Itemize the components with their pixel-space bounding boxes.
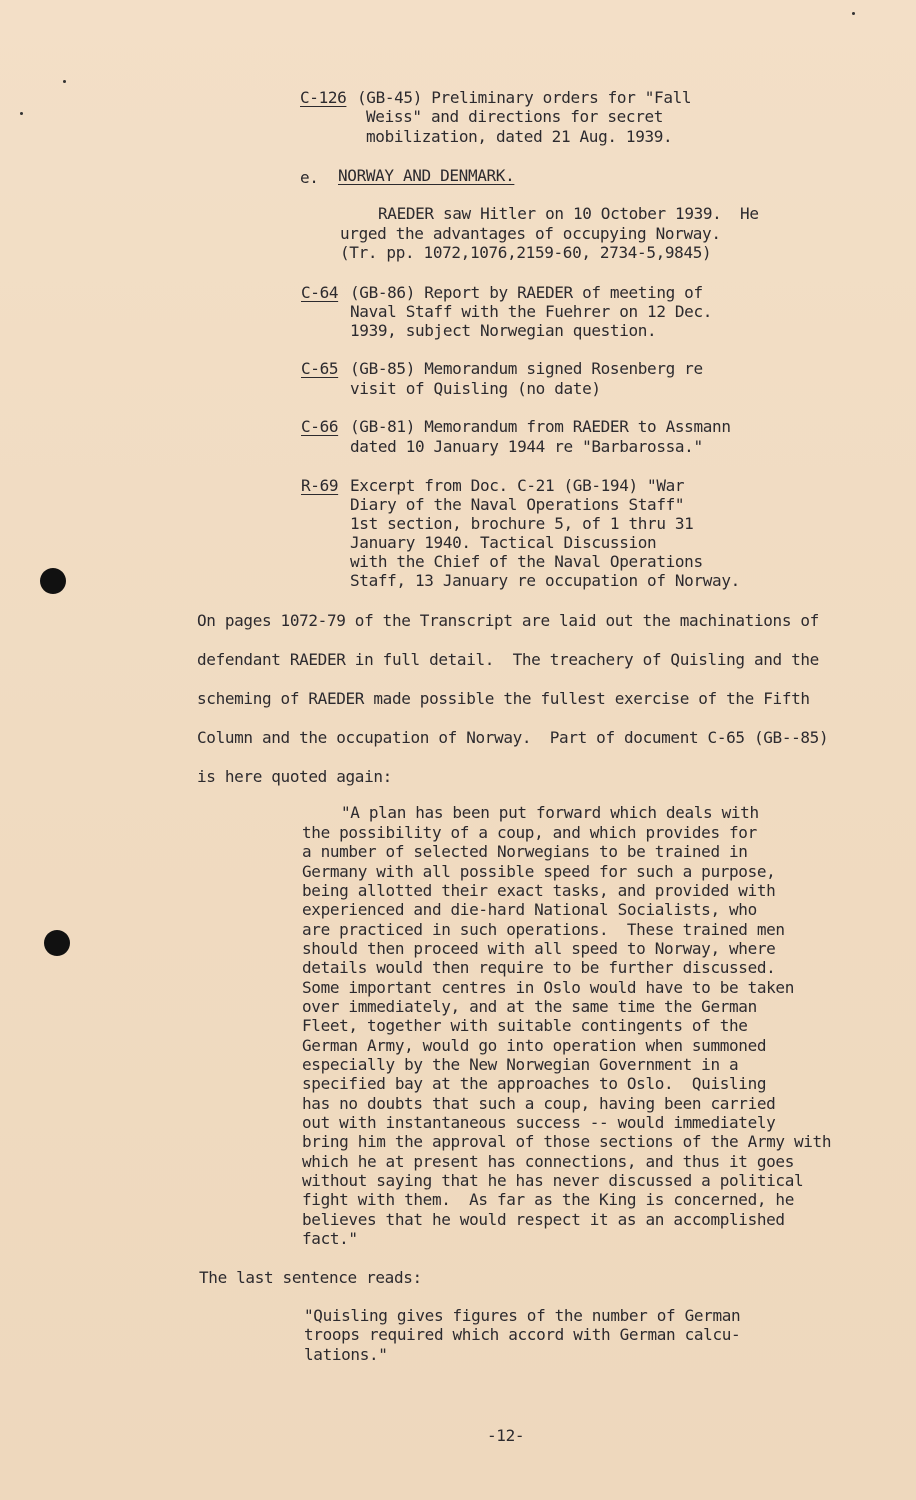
punch-hole-top — [40, 568, 66, 594]
quote-line: bring him the approval of those sections of the Army with — [302, 1132, 832, 1151]
quote-line: Fleet, together with suitable contingents of the — [302, 1016, 748, 1035]
note-line: RAEDER saw Hitler on 10 October 1939. He — [378, 204, 759, 223]
section-letter: e. — [300, 168, 319, 187]
quote-line: out with instantaneous success -- would immediately — [302, 1113, 776, 1132]
exhibit-code: R-69 — [301, 476, 339, 495]
punch-hole-bottom — [44, 930, 70, 956]
exhibit-code: C-66 — [301, 417, 339, 436]
quote-line: specified bay at the approaches to Oslo. Quisling — [302, 1074, 767, 1093]
paper-speck — [20, 112, 23, 115]
exhibit-code: C-126 — [300, 88, 347, 107]
paper-speck — [63, 80, 66, 83]
exhibit-line: Excerpt from Doc. C-21 (GB-194) "War — [350, 476, 685, 495]
exhibit-line: dated 10 January 1944 re "Barbarossa." — [350, 437, 703, 456]
paper-speck — [852, 12, 855, 15]
quote-line: troops required which accord with German calcu- — [304, 1325, 741, 1344]
note-line: (Tr. pp. 1072,1076,2159-60, 2734-5,9845) — [340, 243, 712, 262]
quote-line: believes that he would respect it as an accomplished — [302, 1210, 785, 1229]
quote-line: details would then require to be further discussed. — [302, 958, 776, 977]
exhibit-line: (GB-86) Report by RAEDER of meeting of — [350, 283, 703, 302]
exhibit-line: (GB-85) Memorandum signed Rosenberg re — [350, 359, 703, 378]
page-number: -12- — [487, 1426, 525, 1445]
exhibit-line: Staff, 13 January re occupation of Norway. — [350, 571, 740, 590]
exhibit-line: 1st section, brochure 5, of 1 thru 31 — [350, 514, 694, 533]
exhibit-line: Diary of the Naval Operations Staff" — [350, 495, 685, 514]
quote-line: "Quisling gives figures of the number of German — [304, 1306, 741, 1325]
exhibit-code: C-64 — [301, 283, 339, 302]
section-title: NORWAY AND DENMARK. — [338, 166, 515, 185]
last-sentence-intro: The last sentence reads: — [199, 1268, 422, 1287]
quote-line: fight with them. As far as the King is concerned, he — [302, 1190, 794, 1209]
quote-line: the possibility of a coup, and which provides for — [302, 823, 757, 842]
exhibit-line: (GB-81) Memorandum from RAEDER to Assmann — [350, 417, 731, 436]
quote-line: "A plan has been put forward which deals with — [341, 803, 759, 822]
quote-line: Germany with all possible speed for such a purpose, — [302, 862, 776, 881]
quote-line: Some important centres in Oslo would have to be taken — [302, 978, 794, 997]
quote-line: over immediately, and at the same time the German — [302, 997, 757, 1016]
quote-line: has no doubts that such a coup, having been carried — [302, 1094, 776, 1113]
quote-line: especially by the New Norwegian Government in a — [302, 1055, 739, 1074]
quote-line: lations." — [304, 1345, 388, 1364]
body-line: On pages 1072-79 of the Transcript are laid out the machinations of — [197, 611, 819, 630]
quote-line: being allotted their exact tasks, and provided with — [302, 881, 776, 900]
exhibit-line: Naval Staff with the Fuehrer on 12 Dec. — [350, 302, 713, 321]
body-line: Column and the occupation of Norway. Part of document C-65 (GB--85) — [197, 728, 829, 747]
note-line: urged the advantages of occupying Norway. — [340, 224, 721, 243]
exhibit-line: Weiss" and directions for secret — [366, 107, 664, 126]
quote-line: without saying that he has never discussed a political — [302, 1171, 804, 1190]
exhibit-line: visit of Quisling (no date) — [350, 379, 601, 398]
exhibit-code: C-65 — [301, 359, 339, 378]
exhibit-line: mobilization, dated 21 Aug. 1939. — [366, 127, 673, 146]
exhibit-line: January 1940. Tactical Discussion — [350, 533, 657, 552]
exhibit-line: 1939, subject Norwegian question. — [350, 321, 657, 340]
quote-line: are practiced in such operations. These trained men — [302, 920, 785, 939]
quote-line: a number of selected Norwegians to be trained in — [302, 842, 748, 861]
quote-line: fact." — [302, 1229, 358, 1248]
exhibit-line: with the Chief of the Naval Operations — [350, 552, 703, 571]
exhibit-line: (GB-45) Preliminary orders for "Fall — [357, 88, 692, 107]
body-line: scheming of RAEDER made possible the fullest exercise of the Fifth — [197, 689, 810, 708]
body-line: defendant RAEDER in full detail. The treachery of Quisling and the — [197, 650, 819, 669]
quote-line: which he at present has connections, and thus it goes — [302, 1152, 794, 1171]
quote-line: should then proceed with all speed to Norway, where — [302, 939, 776, 958]
body-line: is here quoted again: — [197, 767, 392, 786]
quote-line: experienced and die-hard National Socialists, who — [302, 900, 757, 919]
quote-line: German Army, would go into operation when summoned — [302, 1036, 767, 1055]
